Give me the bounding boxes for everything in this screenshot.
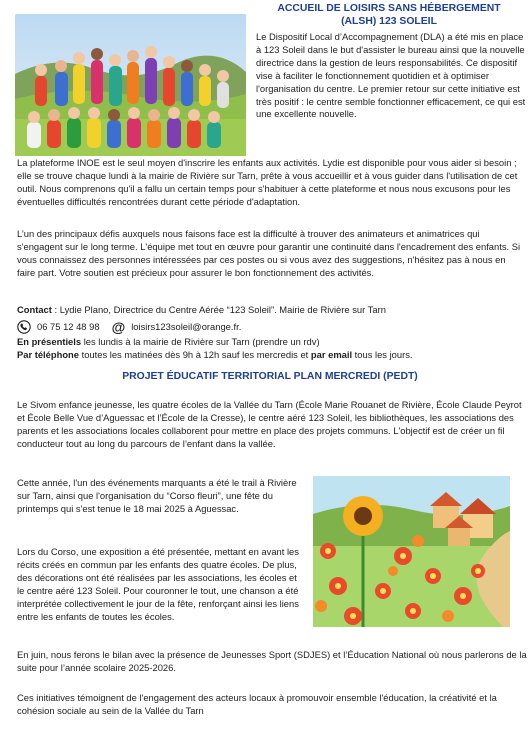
- pedt-paragraph-partners: Le Sivom enfance jeunesse, les quatre écoles de la Vallée du Tarn (École Marie Rouanet de Rivière, École Claude Peyrot et École Belle Vue d’Aguessac et l’École de la Cresse), le centre aéré 123 Soleil, les bibliothèques, les associations des parents et les associations locales collaborent pour mettre en place des projets communs. L'objectif est de créer un fil conducteur tout au long du parcours de l’enfant dans la vallée.: [17, 399, 522, 449]
- section2-title: PROJET ÉDUCATIF TERRITORIAL PLAN MERCREDI (PEDT): [122, 371, 418, 382]
- presence-line: [17, 336, 523, 349]
- phone-icon: [17, 320, 31, 334]
- children-group-photo: [15, 14, 246, 156]
- pedt-paragraph-bilan: En juin, nous ferons le bilan avec la présence de Jeunesses Sport (SDJES) et l’Éducation National où nous parlerons de la suite pour l’année scolaire 2025-2026.: [17, 649, 527, 673]
- pedt-paragraph-corso: Lors du Corso, une exposition a été présentée, mettant en avant les récits créés en commun par les enfants des quatre écoles. De plus, des décorations ont été réalisées par les associations, les écoles et le centre aéré 123 Soleil. Pour couronner le tout, une chanson a été interprétée collectivement le jour de la fête, renforçant ainsi les liens entre les enfants de toutes les écoles.: [17, 546, 299, 622]
- presence-text: les lundis à la mairie de Rivière sur Tarn (prendre un rdv): [81, 336, 320, 347]
- flowers-illustration-svg: [313, 476, 510, 627]
- pedt-paragraph-trail: Cette année, l'un des événements marquants a été le trail à Rivière sur Tarn, ainsi que l'organisation du “Corso fleuri”, une fête du printemps qui s'est tenue le 18 mai 2025 à Aguessac.: [17, 477, 297, 514]
- email-hours-label: par email: [310, 349, 353, 360]
- section1-intro: Le Dispositif Local d’Accompagnement (DLA) a été mis en place à 123 Soleil dans le but d'assister le bureau ainsi que la nouvelle directrice dans la gestion de leurs responsabilités. Ce dispositif vise à faciliter le fonctionnement quotidien et à optimiser l'organisation du centre. Le premier retour sur cette initiative est très positif : le centre semble fonctionner efficacement, ce qui est une excellente nouvelle.: [256, 31, 526, 120]
- phone-email-row: [17, 319, 523, 335]
- section1-paragraph-animateurs: L’un des principaux défis auxquels nous faisons face est la difficulté à trouver des animateurs et animatrices qui s'engagent sur le long terme. L'équipe met tout en œuvre pour garantir une continuité dans l'encadrement des enfants. Si vous connaissez des personnes intéressées par ces postes ou si vous avez des suggestions, n'hésitez pas à nous en faire part. Votre soutien est précieux pour assurer le bon fonctionnement des activités.: [17, 228, 521, 278]
- at-sign-icon: @: [111, 319, 126, 335]
- phone-hours-label: Par téléphone: [17, 349, 79, 360]
- presence-label: En présentiels: [17, 336, 82, 347]
- pedt-paragraph-conclusion: Ces initiatives témoignent de l'engagement des acteurs locaux à promouvoir ensemble l'éducation, la créativité et la cohésion sociale au sein de la Vallée du Tarn: [17, 692, 497, 716]
- flowers-village-illustration: [313, 476, 510, 627]
- phone-hours-line: [17, 349, 523, 362]
- section1-title-line1: ACCUEIL DE LOISIRS SANS HÉBERGEMENT: [277, 3, 501, 14]
- children-photo-illustration: [15, 14, 246, 156]
- section1-paragraph-inoe: La plateforme INOE est le seul moyen d'inscrire les enfants aux activités. Lydie est disponible pour vous aider si besoin ; elle se trouve chaque lundi à la mairie de Rivière sur Tarn, prête à vous accueillir et à vous guider dans l'utilisation de cet outil. Nous comprenons qu'il a fallu un certain temps pour s'habituer à cette plateforme et nous nous excusons pour les éventuelles difficultés rencontrées durant cette période d'adaptation.: [17, 157, 518, 207]
- email-address[interactable]: loisirs123soleil@orange.fr.: [131, 320, 242, 332]
- phone-hours-text: toutes les matinées dès 9h à 12h sauf les mercredis et: [79, 349, 311, 360]
- contact-line: [17, 304, 523, 317]
- section1-title-line2: (ALSH) 123 SOLEIL: [341, 16, 437, 27]
- section1-title: [256, 2, 522, 28]
- contact-text: : Lydie Plano, Directrice du Centre Aérée “123 Soleil”. Mairie de Rivière sur Tarn: [51, 304, 386, 315]
- email-hours-text: tous les jours.: [352, 349, 413, 360]
- contact-label: Contact: [17, 304, 52, 315]
- phone-number[interactable]: 06 75 12 48 98: [37, 320, 100, 332]
